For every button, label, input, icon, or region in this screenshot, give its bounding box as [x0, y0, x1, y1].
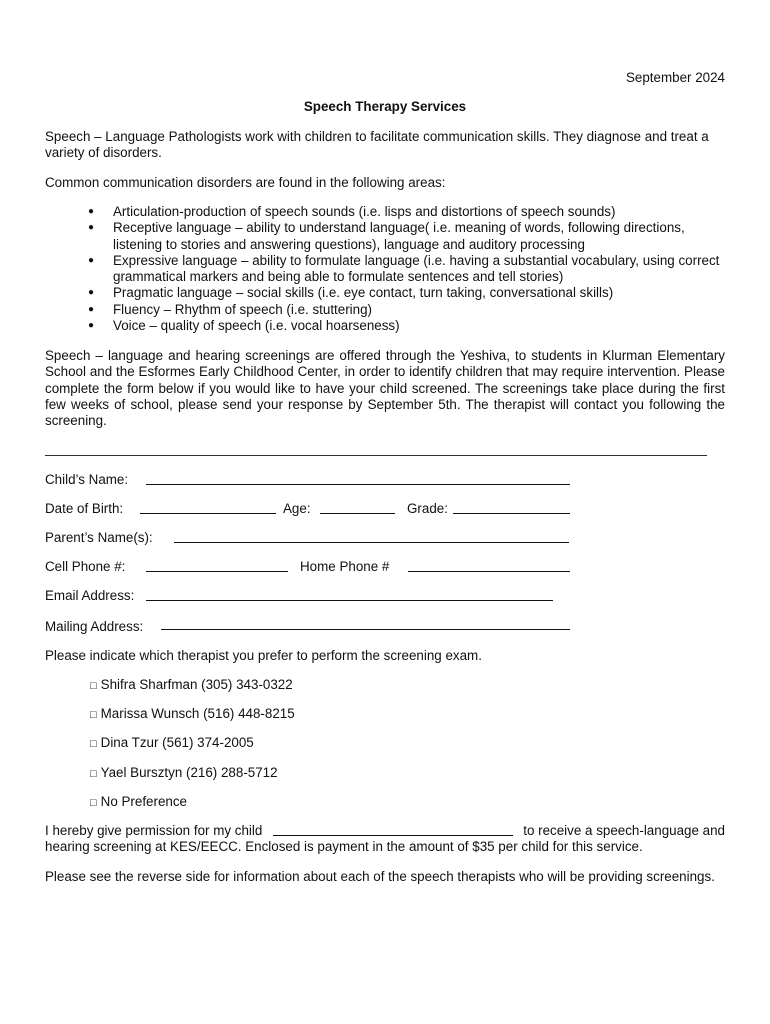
- checkbox-icon[interactable]: □: [90, 680, 97, 692]
- cell-phone-label: Cell Phone #:: [45, 559, 126, 574]
- age-field[interactable]: [320, 513, 395, 514]
- email-label: Email Address:: [45, 588, 135, 603]
- parents-label: Parent’s Name(s):: [45, 530, 153, 545]
- mailing-address-label: Mailing Address:: [45, 619, 144, 634]
- grade-label: Grade:: [407, 501, 448, 516]
- list-item: ● Articulation-production of speech sounds (i.e. lisps and distortions of speech sounds): [45, 204, 725, 220]
- list-item: ● Receptive language – ability to understand language( i.e. meaning of words, following directions, listening to stories and answering questions), language and auditory processing: [45, 220, 725, 253]
- grade-field[interactable]: [453, 513, 570, 514]
- checkbox-icon[interactable]: □: [90, 709, 97, 721]
- dob-field[interactable]: [140, 513, 276, 514]
- screening-info-paragraph: Speech – language and hearing screenings are offered through the Yeshiva, to students in Klurman Elementary School and the Esformes Early Childhood Center, in order to identify children that may require intervention. Please complete the form below if you would like to have your child screened. The screenings take place during the first few weeks of school, please send your response by September 5th. The therapist will contact you following the screening.: [45, 348, 725, 429]
- mailing-address-field[interactable]: [161, 629, 570, 630]
- home-phone-label: Home Phone #: [300, 559, 390, 574]
- email-field[interactable]: [146, 600, 553, 601]
- permission-paragraph: I hereby give permission for my child to receive a speech-language and hearing screening at KES/EECC. Enclosed is payment in the amount of $35 per child for this service.: [45, 823, 725, 855]
- child-name-field[interactable]: [146, 484, 570, 485]
- list-item: ● Expressive language – ability to formulate language (i.e. having a substantial vocabulary, using correct grammatical markers and being able to formulate sentences and tell stories): [45, 253, 725, 286]
- list-item: ● Voice – quality of speech (i.e. vocal hoarseness): [45, 318, 725, 334]
- dob-label: Date of Birth:: [45, 501, 124, 516]
- page-title: Speech Therapy Services: [303, 99, 467, 114]
- reverse-side-note: Please see the reverse side for information about each of the speech therapists who will be providing screenings.: [45, 869, 715, 884]
- therapist-option-sharfman[interactable]: □ Shifra Sharfman (305) 343-0322: [90, 677, 293, 692]
- disorder-areas-list: [45, 204, 725, 334]
- permission-child-name-field[interactable]: [273, 823, 513, 836]
- list-item: ● Pragmatic language – social skills (i.e. eye contact, turn taking, conversational skills): [45, 285, 725, 301]
- areas-intro: Common communication disorders are found in the following areas:: [45, 175, 446, 190]
- checkbox-icon[interactable]: □: [90, 768, 97, 780]
- intro-paragraph: Speech – Language Pathologists work with children to facilitate communication skills. They diagnose and treat a variety of disorders.: [45, 129, 709, 161]
- home-phone-field[interactable]: [408, 571, 570, 572]
- list-item: ● Fluency – Rhythm of speech (i.e. stuttering): [45, 302, 725, 318]
- therapist-option-no-preference[interactable]: □ No Preference: [90, 794, 187, 809]
- therapist-option-bursztyn[interactable]: □ Yael Bursztyn (216) 288-5712: [90, 765, 278, 780]
- age-label: Age:: [283, 501, 311, 516]
- therapist-prompt: Please indicate which therapist you prefer to perform the screening exam.: [45, 648, 482, 663]
- cell-phone-field[interactable]: [146, 571, 288, 572]
- therapist-option-tzur[interactable]: □ Dina Tzur (561) 374-2005: [90, 735, 254, 750]
- child-name-label: Child’s Name:: [45, 472, 129, 487]
- parents-field[interactable]: [174, 542, 569, 543]
- document-date: September 2024: [625, 70, 725, 85]
- checkbox-icon[interactable]: □: [90, 738, 97, 750]
- therapist-option-wunsch[interactable]: □ Marissa Wunsch (516) 448-8215: [90, 706, 295, 721]
- section-divider: [45, 455, 707, 456]
- checkbox-icon[interactable]: □: [90, 797, 97, 809]
